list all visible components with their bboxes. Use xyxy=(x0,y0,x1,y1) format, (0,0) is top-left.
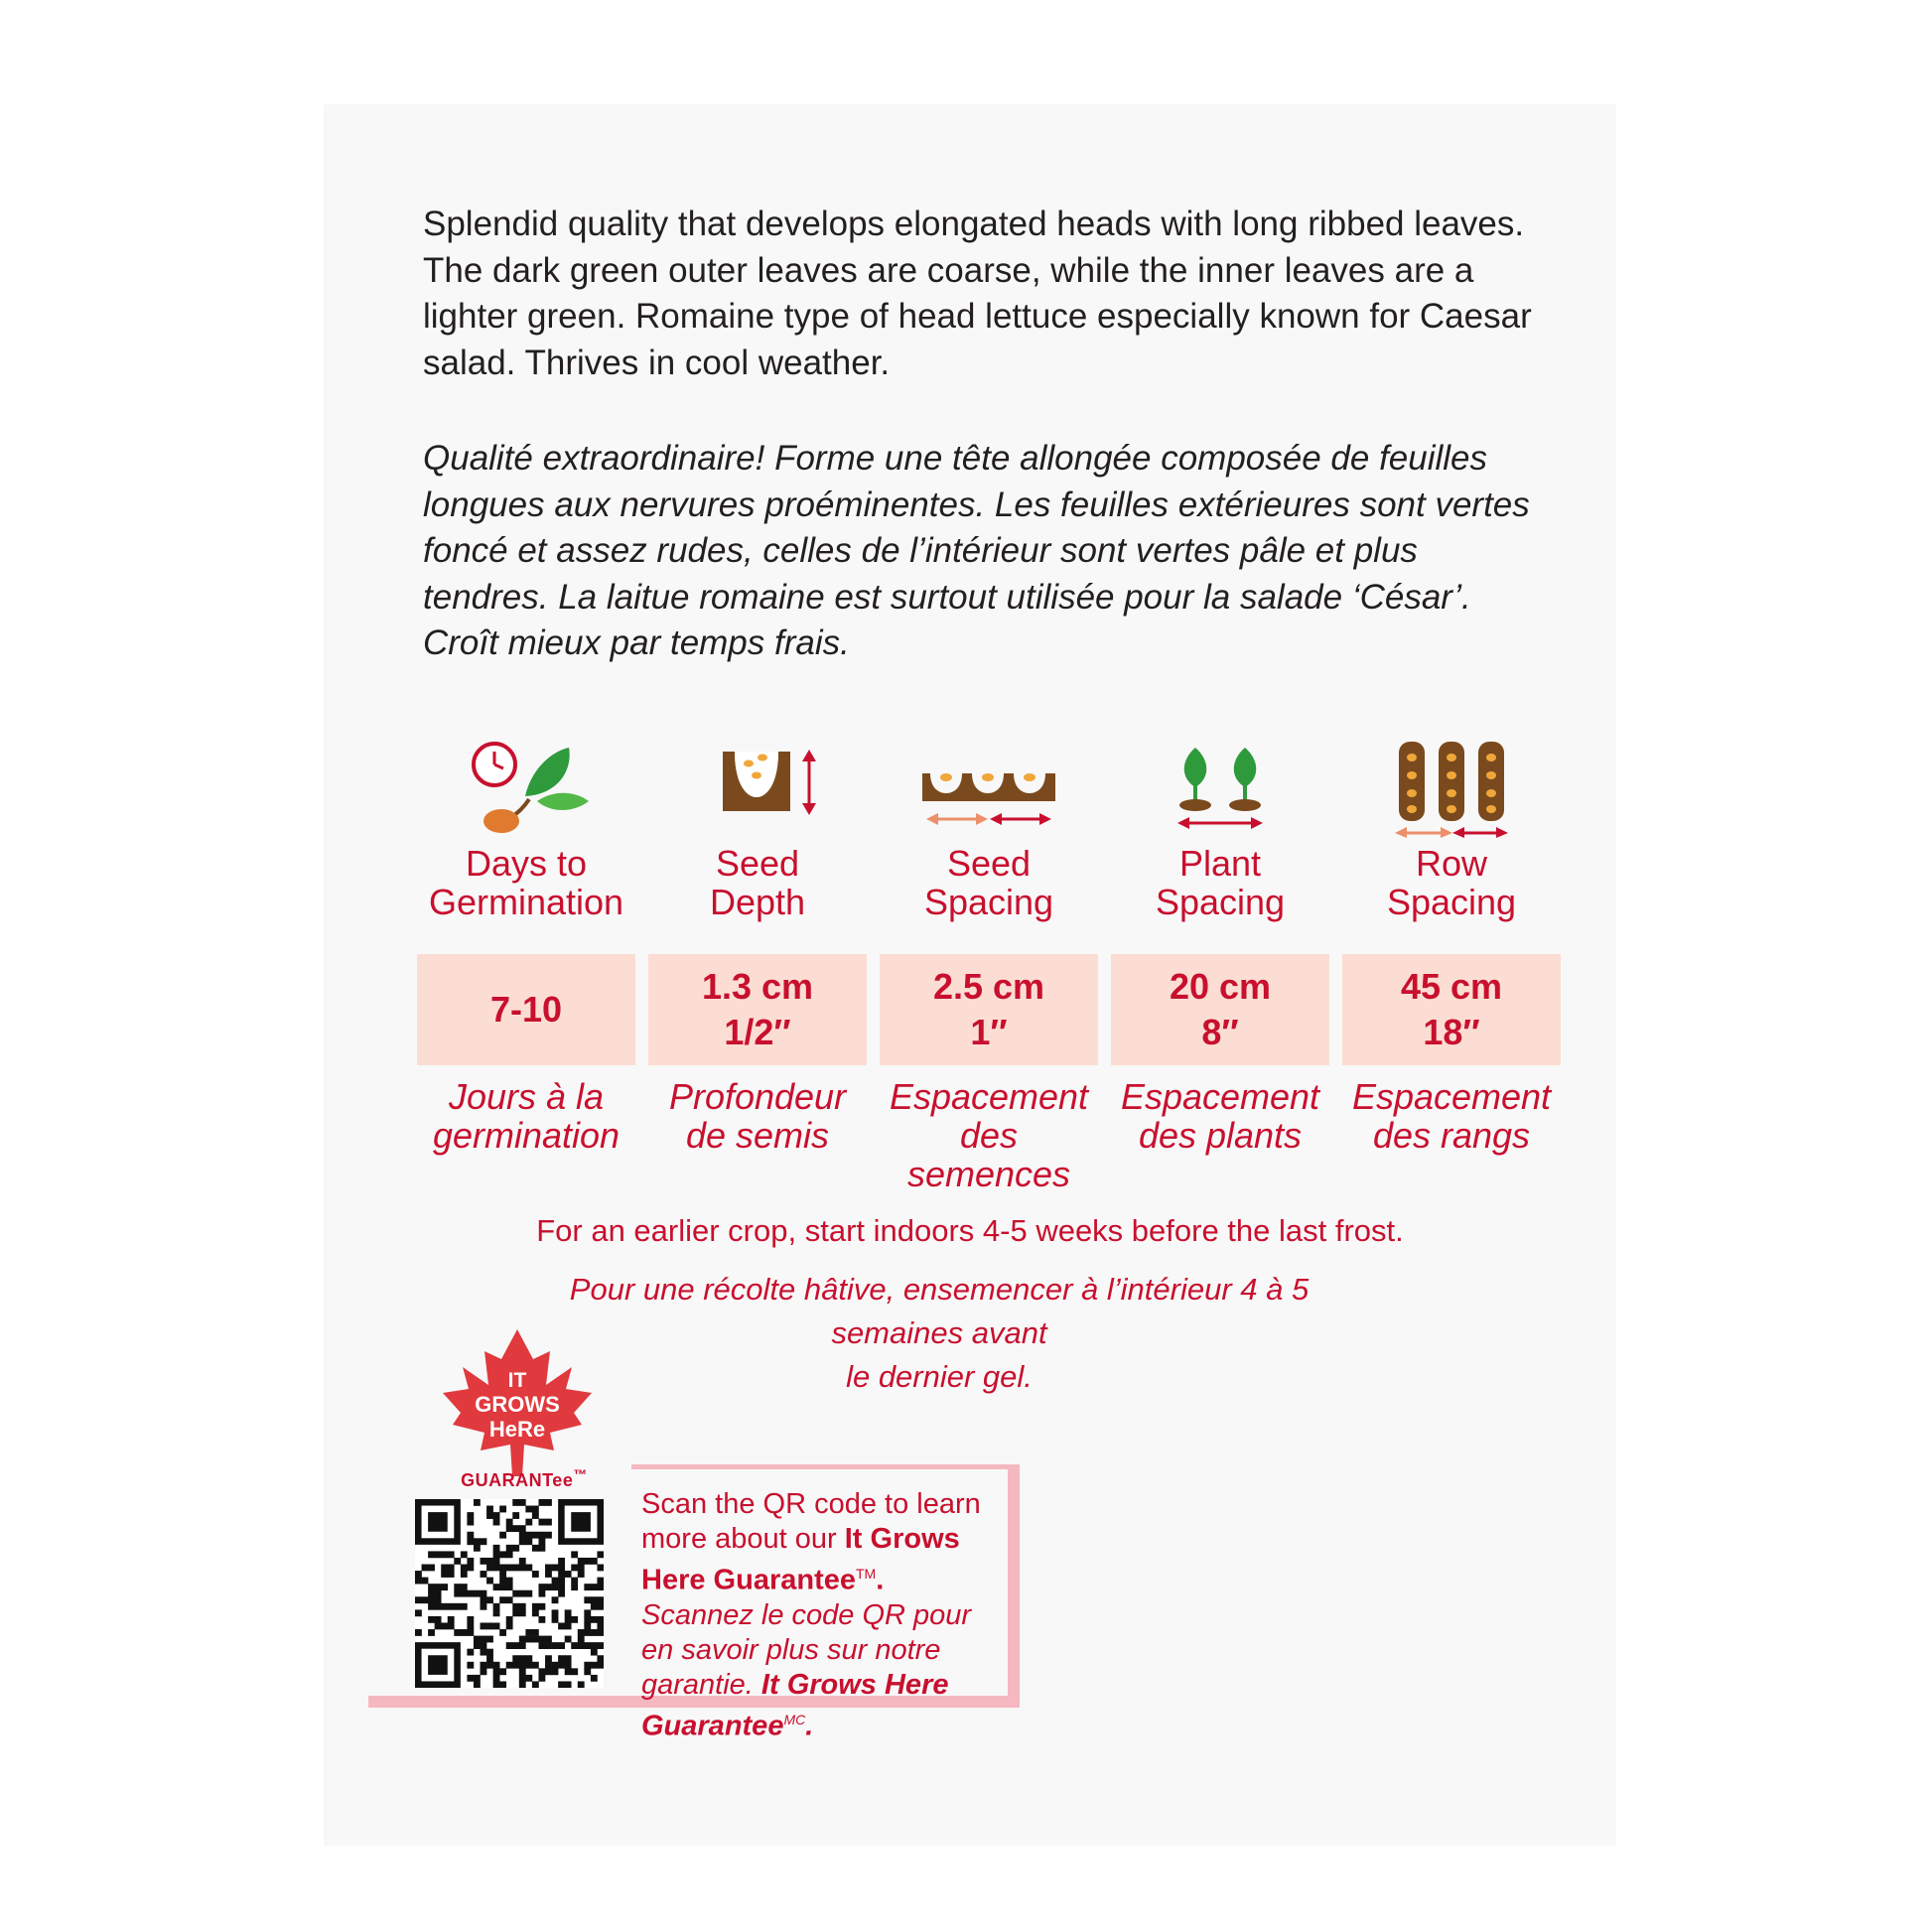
label-fr-germination: Jours à la germination xyxy=(432,1076,621,1156)
value-plant-spacing: 20 cm 8″ xyxy=(1111,954,1329,1065)
value-germination: 7-10 xyxy=(417,954,635,1065)
badge-guarantee: GUARANTee™ xyxy=(461,1466,588,1490)
description-french: Qualité extraordinaire! Forme une tête allongée composée de feuilles longues aux nervures proéminentes. Les feuilles extérieures sont vertes foncé et assez rudes, celles de l’intérieur sont vertes pâle et plus tendres. La laitue romaine est surtout utilisée pour la salade ‘César’. Croît mieux par temps frais. xyxy=(423,439,1530,662)
value-seed-spacing: 2.5 cm 1″ xyxy=(880,954,1098,1065)
label-en-seed-depth: Seed Depth xyxy=(709,843,806,922)
label-fr-plant-spacing: Espacement des plants xyxy=(1120,1076,1320,1156)
label-en-seed-spacing: Seed Spacing xyxy=(923,843,1054,922)
seed-spacing-icon xyxy=(914,740,1063,839)
description-english: Splendid quality that develops elongated heads with long ribbed leaves. The dark green outer leaves are coarse, while the inner leaves are a lighter green. Romaine type of head lettuce especially known for Caesar salad. Thrives in cool weather. xyxy=(423,205,1532,382)
label-en-plant-spacing: Plant Spacing xyxy=(1155,843,1286,922)
label-fr-row-spacing: Espacement des rangs xyxy=(1351,1076,1552,1156)
qr-text-english: Scan the QR code to learn more about our It Grows Here Guarantee™. xyxy=(641,1488,981,1596)
badge-line3: HeRe xyxy=(488,1417,546,1442)
plant-spacing-icon xyxy=(1146,740,1295,839)
indoor-note-french: Pour une récolte hâtive, ensemencer à l’intérieur 4 à 5 semaines avant le dernier gel. xyxy=(569,1272,1310,1394)
badge-line2: GROWS xyxy=(475,1392,560,1417)
seed-depth-icon xyxy=(683,740,832,839)
row-spacing-icon xyxy=(1377,740,1526,839)
seed-packet-back xyxy=(324,104,1616,1846)
label-en-row-spacing: Row Spacing xyxy=(1386,843,1517,922)
qr-text-french: Scannez le code QR pour en savoir plus sur notre garantie. It Grows Here Guarantee$^{MC}$. xyxy=(641,1598,972,1742)
germination-clock-icon xyxy=(452,740,601,839)
badge-line1: IT xyxy=(507,1369,527,1392)
label-fr-seed-depth: Profondeur de semis xyxy=(668,1076,847,1156)
value-seed-depth: 1.3 cm 1/2″ xyxy=(648,954,867,1065)
qr-code-image xyxy=(415,1499,604,1688)
qr-description xyxy=(641,1487,999,1743)
label-fr-seed-spacing: Espacement des semences xyxy=(889,1076,1089,1194)
value-row-spacing: 45 cm 18″ xyxy=(1342,954,1561,1065)
label-en-germination: Days to Germination xyxy=(428,843,624,922)
indoor-note-english: For an earlier crop, start indoors 4-5 weeks before the last frost. xyxy=(536,1213,1404,1248)
qr-code[interactable] xyxy=(415,1499,604,1688)
